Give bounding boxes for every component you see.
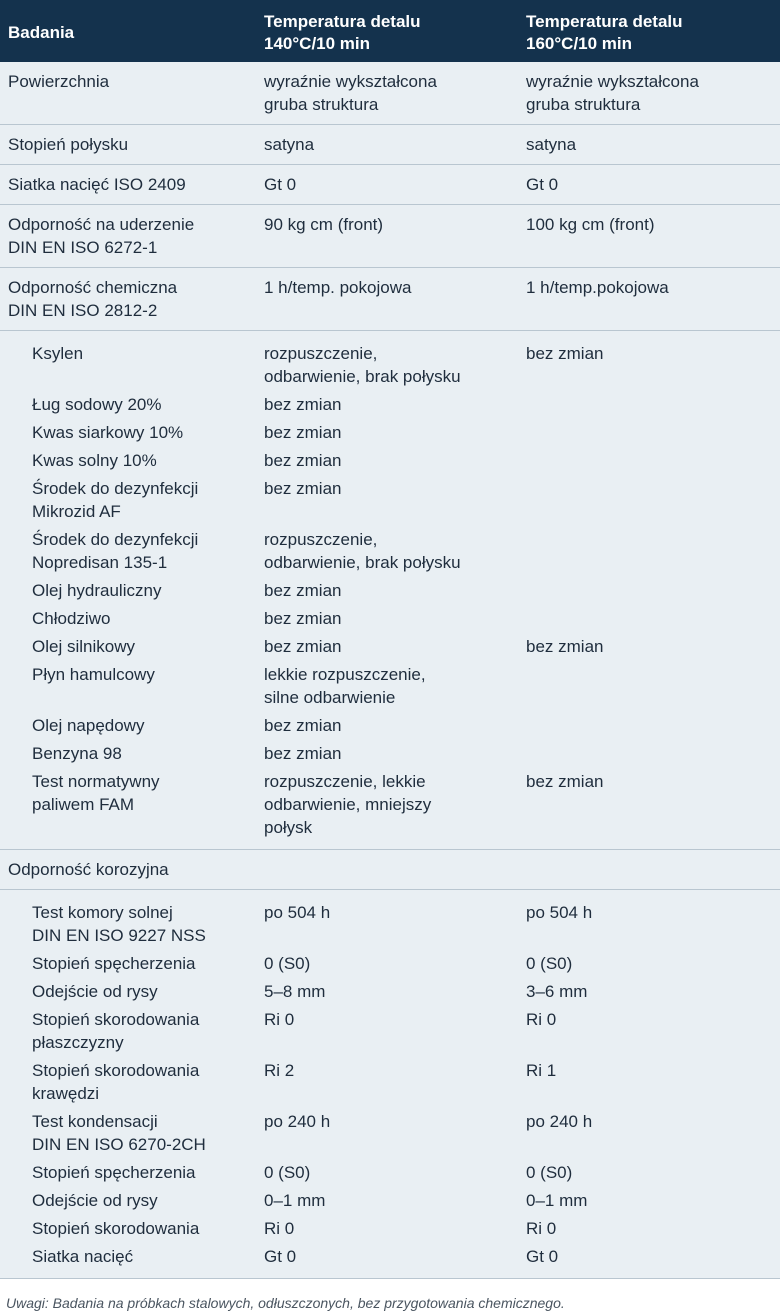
table-row <box>0 205 780 268</box>
test-name-cell: Test normatywny paliwem FAM <box>32 772 160 814</box>
value-140c-cell: 90 kg cm (front) <box>256 205 518 268</box>
table-row <box>0 1006 780 1057</box>
table-row <box>0 890 780 951</box>
test-name-cell: Odejście od rysy <box>32 982 158 1001</box>
value-160c-cell: 1 h/temp.pokojowa <box>518 268 780 331</box>
test-name-cell: Płyn hamulcowy <box>32 665 155 684</box>
table-row <box>0 978 780 1006</box>
test-name-cell: Odporność korozyjna <box>0 850 256 890</box>
value-140c-cell: Gt 0 <box>256 1243 518 1279</box>
header-140c: Temperatura detalu 140°C/10 min <box>264 12 421 53</box>
value-140c-cell: 1 h/temp. pokojowa <box>256 268 518 331</box>
value-160c-cell <box>518 661 780 712</box>
value-160c-cell: bez zmian <box>526 637 604 656</box>
table-header <box>0 0 780 62</box>
footnote: Uwagi: Badania na próbkach stalowych, odłuszczonych, bez przygotowania chemicznego. <box>6 1295 565 1311</box>
value-140c-cell: rozpuszczenie, odbarwienie, brak połysku <box>256 331 518 392</box>
test-name-cell: Odejście od rysy <box>32 1191 158 1210</box>
value-160c-cell: Gt 0 <box>518 1243 780 1279</box>
value-160c-cell <box>518 577 780 605</box>
table-row <box>0 1057 780 1108</box>
table-row <box>0 419 780 447</box>
value-140c-cell: bez zmian <box>264 451 342 470</box>
table-row <box>0 1159 780 1187</box>
table-row <box>0 125 780 165</box>
value-160c-cell <box>518 419 780 447</box>
table-row <box>0 661 780 712</box>
table-row <box>0 712 780 740</box>
value-140c-cell: Ri 2 <box>264 1061 295 1080</box>
value-160c-cell <box>518 475 780 526</box>
test-name-cell: Siatka nacięć <box>0 1243 256 1279</box>
table-row <box>0 62 780 125</box>
table-row <box>0 740 780 768</box>
test-name-cell: Olej hydrauliczny <box>32 581 162 600</box>
value-140c-cell: lekkie rozpuszczenie, silne odbarwienie <box>264 665 426 707</box>
value-160c-cell: po 240 h <box>526 1112 593 1131</box>
table-row <box>0 850 780 890</box>
table-row <box>0 526 780 577</box>
table-row <box>0 633 780 661</box>
value-160c-cell: Gt 0 <box>518 165 780 205</box>
header-tests: Badania <box>8 23 75 42</box>
value-160c-cell: satyna <box>518 125 780 165</box>
test-name-cell: Olej silnikowy <box>32 637 135 656</box>
test-name-cell: Stopień połysku <box>0 125 256 165</box>
test-name-cell: Olej napędowy <box>32 716 145 735</box>
table-row <box>0 1187 780 1215</box>
value-140c-cell: bez zmian <box>264 479 342 498</box>
value-160c-cell: wyraźnie wykształcona gruba struktura <box>526 72 699 114</box>
test-name-cell: Benzyna 98 <box>32 744 122 763</box>
value-140c-cell: Gt 0 <box>256 165 518 205</box>
value-140c-cell: 0 (S0) <box>264 1163 311 1182</box>
value-140c-cell: 5–8 mm <box>264 982 326 1001</box>
value-140c-cell: po 504 h <box>256 890 518 951</box>
value-160c-cell <box>518 850 780 890</box>
test-name-cell: Siatka nacięć ISO 2409 <box>0 165 256 205</box>
test-name-cell: Ług sodowy 20% <box>32 395 162 414</box>
value-160c-cell: bez zmian <box>518 331 780 392</box>
test-name-cell: Test komory solnej DIN EN ISO 9227 NSS <box>0 890 256 951</box>
test-name-cell: Stopień skorodowania <box>32 1219 200 1238</box>
value-140c-cell: Ri 0 <box>264 1219 295 1238</box>
value-160c-cell: Ri 0 <box>526 1010 557 1029</box>
value-160c-cell <box>518 391 780 419</box>
value-140c-cell: 0–1 mm <box>264 1191 326 1210</box>
table-row <box>0 605 780 633</box>
value-160c-cell: bez zmian <box>526 772 604 791</box>
value-140c-cell: bez zmian <box>264 395 342 414</box>
table-body <box>0 62 780 1279</box>
table-row <box>0 1215 780 1243</box>
value-140c-cell: rozpuszczenie, odbarwienie, brak połysku <box>264 530 461 572</box>
value-140c-cell: bez zmian <box>264 637 342 656</box>
test-name-cell: Chłodziwo <box>32 609 111 628</box>
value-140c-cell: bez zmian <box>264 581 342 600</box>
value-140c-cell: bez zmian <box>264 744 342 763</box>
value-160c-cell: 0 (S0) <box>526 1163 573 1182</box>
table-row <box>0 165 780 205</box>
table-row <box>0 1108 780 1159</box>
value-140c-cell: bez zmian <box>264 716 342 735</box>
value-160c-cell <box>518 605 780 633</box>
value-140c-cell: 0 (S0) <box>264 954 311 973</box>
test-name-cell: Powierzchnia <box>8 72 110 91</box>
table-row <box>0 577 780 605</box>
table-row <box>0 331 780 392</box>
test-name-cell: Stopień spęcherzenia <box>32 954 196 973</box>
test-name-cell: Stopień spęcherzenia <box>32 1163 196 1182</box>
table-row <box>0 268 780 331</box>
table-row <box>0 475 780 526</box>
value-160c-cell: Ri 0 <box>526 1219 557 1238</box>
test-name-cell: Test kondensacji DIN EN ISO 6270-2CH <box>32 1112 206 1154</box>
value-160c-cell: 0–1 mm <box>526 1191 588 1210</box>
test-name-cell: Odporność na uderzenie DIN EN ISO 6272-1 <box>0 205 256 268</box>
value-160c-cell: 3–6 mm <box>526 982 588 1001</box>
table-row <box>0 1243 780 1279</box>
value-160c-cell <box>518 447 780 475</box>
test-name-cell: Środek do dezynfekcji Mikrozid AF <box>32 479 199 521</box>
value-140c-cell: po 240 h <box>264 1112 331 1131</box>
value-160c-cell <box>518 712 780 740</box>
value-140c-cell <box>256 850 518 890</box>
test-name-cell: Stopień skorodowania płaszczyzny <box>32 1010 200 1052</box>
value-140c-cell: bez zmian <box>264 423 342 442</box>
table-row <box>0 447 780 475</box>
value-140c-cell: Ri 0 <box>264 1010 295 1029</box>
test-name-cell: Środek do dezynfekcji Nopredisan 135-1 <box>32 530 199 572</box>
value-160c-cell <box>518 740 780 768</box>
value-160c-cell <box>518 526 780 577</box>
value-160c-cell: 0 (S0) <box>526 954 573 973</box>
value-160c-cell: 100 kg cm (front) <box>518 205 780 268</box>
test-name-cell: Ksylen <box>0 331 256 392</box>
value-160c-cell: po 504 h <box>518 890 780 951</box>
test-name-cell: Odporność chemiczna DIN EN ISO 2812-2 <box>0 268 256 331</box>
test-name-cell: Kwas solny 10% <box>32 451 157 470</box>
table-row <box>0 768 780 850</box>
test-name-cell: Kwas siarkowy 10% <box>32 423 184 442</box>
test-name-cell: Stopień skorodowania krawędzi <box>32 1061 200 1103</box>
header-160c: Temperatura detalu 160°C/10 min <box>526 12 683 53</box>
table-row <box>0 391 780 419</box>
value-140c-cell: bez zmian <box>264 609 342 628</box>
value-140c-cell: rozpuszczenie, lekkie odbarwienie, mniejszy połysk <box>264 772 432 837</box>
value-160c-cell: Ri 1 <box>526 1061 557 1080</box>
value-140c-cell: satyna <box>256 125 518 165</box>
table-row <box>0 950 780 978</box>
header-row <box>0 0 780 62</box>
value-140c-cell: wyraźnie wykształcona gruba struktura <box>264 72 437 114</box>
